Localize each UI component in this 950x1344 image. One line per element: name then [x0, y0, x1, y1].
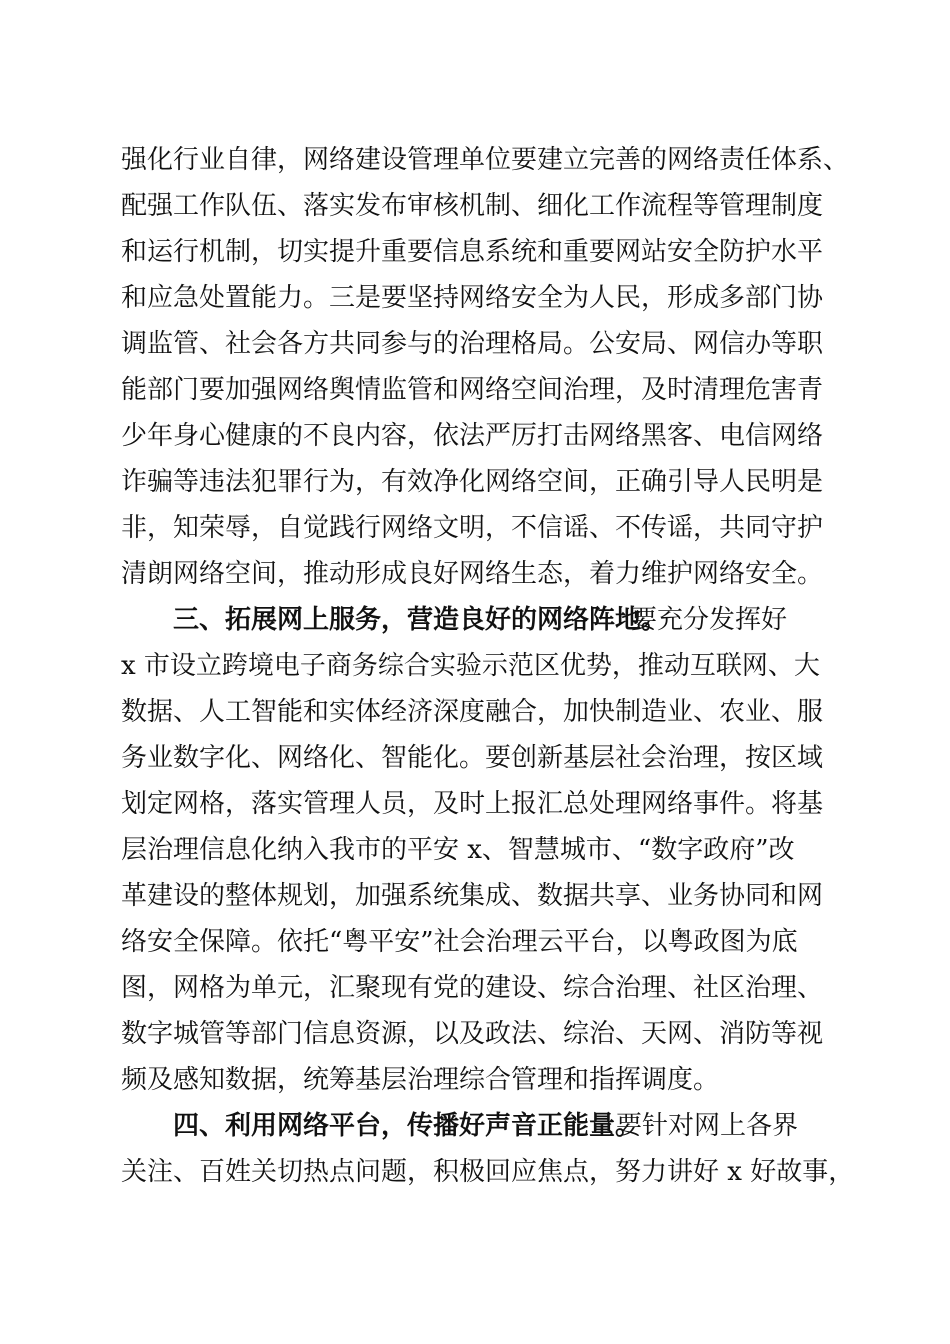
line-text: 和运行机制，切实提升重要信息系统和重要网站安全防护水平: [121, 237, 824, 267]
text-line: [0, 229, 950, 275]
line-text: 和应急处置能力。三是要坚持网络安全为人民，形成多部门协: [121, 283, 824, 313]
text-line: [0, 919, 950, 965]
line-text: 要针对网上各界: [616, 1111, 799, 1141]
text-line: [0, 275, 950, 321]
section-heading-line: [0, 597, 950, 643]
line-text: 务业数字化、网络化、智能化。要创新基层社会治理，按区域: [121, 743, 824, 773]
text-line: [0, 965, 950, 1011]
text-line: [0, 367, 950, 413]
text-line: [0, 551, 950, 597]
text-line: [0, 1149, 950, 1195]
line-text: 关注、百姓关切热点问题，积极回应焦点，努力讲好 x 好故事，: [121, 1157, 855, 1187]
line-text: 革建设的整体规划，加强系统集成、数据共享、业务协同和网: [121, 881, 824, 911]
section-heading: 三、拓展网上服务，营造良好的网络阵地。: [173, 605, 668, 635]
text-line: [0, 137, 950, 183]
line-text: 划定网格，落实管理人员，及时上报汇总处理网络事件。将基: [121, 789, 824, 819]
line-text: 非，知荣辱，自觉践行网络文明，不信谣、不传谣，共同守护: [121, 513, 824, 543]
line-text: 少年身心健康的不良内容，依法严厉打击网络黑客、电信网络: [121, 421, 824, 451]
text-line: [0, 1011, 950, 1057]
text-line: [0, 413, 950, 459]
text-line: [0, 689, 950, 735]
text-line: [0, 735, 950, 781]
line-text: 要充分发挥好: [631, 605, 788, 635]
text-line: [0, 873, 950, 919]
line-text: x 市设立跨境电子商务综合实验示范区优势，推动互联网、大: [121, 651, 820, 681]
text-line: [0, 183, 950, 229]
text-line: [0, 643, 950, 689]
text-line: [0, 321, 950, 367]
line-text: 图，网格为单元，汇聚现有党的建设、综合治理、社区治理、: [121, 973, 824, 1003]
text-line: [0, 505, 950, 551]
line-text: 清朗网络空间，推动形成良好网络生态，着力维护网络安全。: [121, 559, 824, 589]
section-heading: 四、利用网络平台，传播好声音正能量。: [173, 1111, 642, 1141]
line-text: 能部门要加强网络舆情监管和网络空间治理，及时清理危害青: [121, 375, 824, 405]
line-text: 络安全保障。依托“粤平安”社会治理云平台，以粤政图为底: [121, 927, 798, 957]
line-text: 诈骗等违法犯罪行为，有效净化网络空间，正确引导人民明是: [121, 467, 824, 497]
line-text: 数字城管等部门信息资源，以及政法、综治、天网、消防等视: [121, 1019, 824, 1049]
line-text: 调监管、社会各方共同参与的治理格局。公安局、网信办等职: [121, 329, 824, 359]
text-line: [0, 1057, 950, 1103]
text-line: [0, 827, 950, 873]
line-text: 配强工作队伍、落实发布审核机制、细化工作流程等管理制度: [121, 191, 824, 221]
line-text: 强化行业自律，网络建设管理单位要建立完善的网络责任体系、: [121, 145, 850, 175]
line-text: 频及感知数据，统筹基层治理综合管理和指挥调度。: [121, 1065, 720, 1095]
section-heading-line: [0, 1103, 950, 1149]
line-text: 数据、人工智能和实体经济深度融合，加快制造业、农业、服: [121, 697, 824, 727]
text-line: [0, 781, 950, 827]
text-line: [0, 459, 950, 505]
line-text: 层治理信息化纳入我市的平安 x、智慧城市、“数字政府”改: [121, 835, 795, 865]
